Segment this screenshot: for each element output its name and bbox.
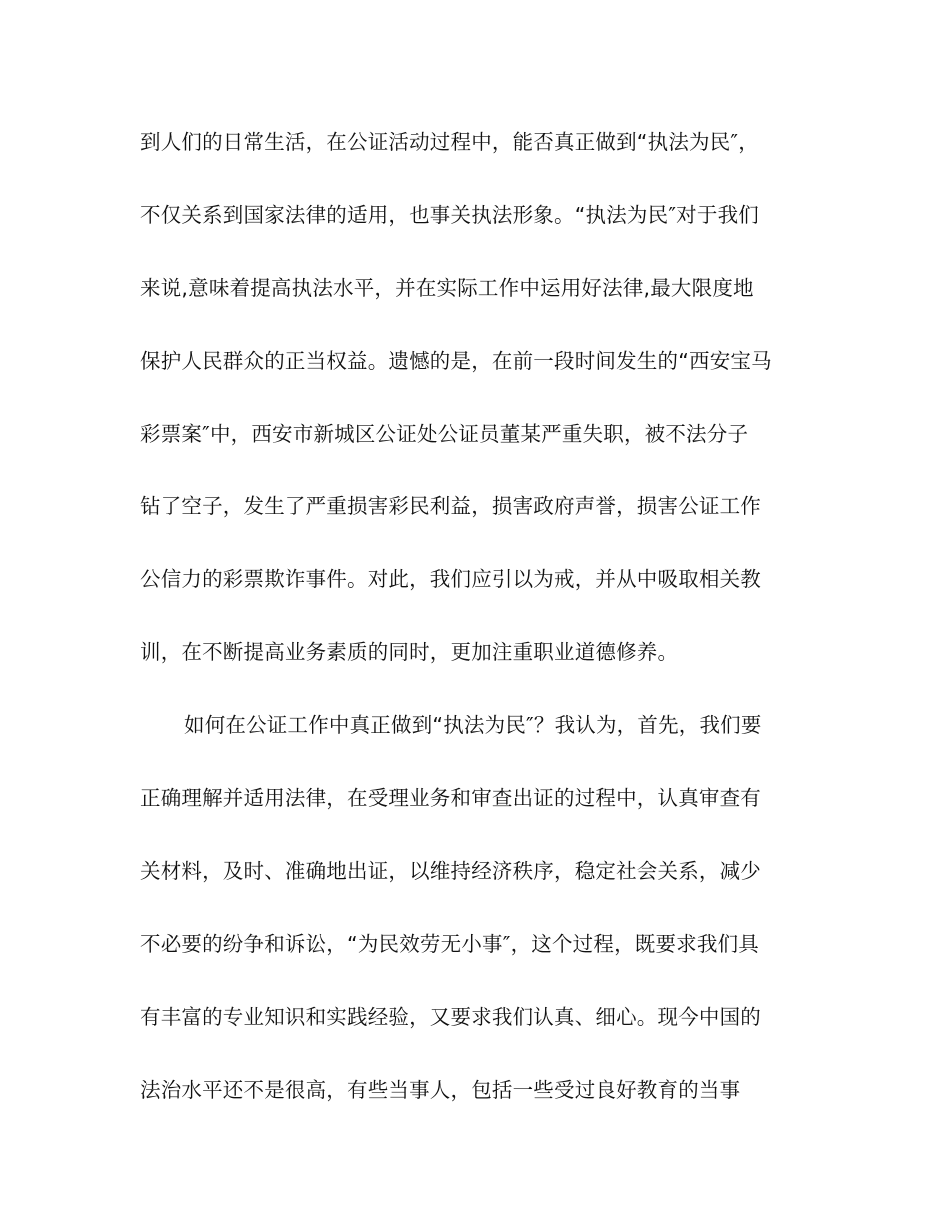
text-line: 不仅关系到国家法律的适用，也事关执法形象。“执法为民″对于我们: [140, 202, 759, 227]
text-line: 法治水平还不是很高，有些当事人，包括一些受过良好教育的当事: [140, 1077, 741, 1102]
text-line: 关材料，及时、准确地出证，以维持经济秩序，稳定社会关系，减少: [140, 858, 761, 883]
text-line-indented: 如何在公证工作中真正做到“执法为民″？我认为，首先，我们要: [184, 713, 762, 738]
text-line: 到人们的日常生活，在公证活动过程中，能否真正做到“执法为民″，: [140, 130, 759, 154]
text-line: 钻了空子，发生了严重损害彩民利益，损害政府声誉，损害公证工作: [140, 494, 761, 519]
paragraph-2: [140, 707, 810, 1144]
text-line: 训，在不断提高业务素质的同时，更加注重职业道德修养。: [140, 640, 679, 665]
text-line: 保护人民群众的正当权益。遗憾的是，在前一段时间发生的“西安宝马: [140, 348, 772, 373]
text-line: 不必要的纷争和诉讼，“为民效劳无小事″，这个过程，既要求我们具: [140, 931, 759, 956]
text-line: 来说,意味着提高执法水平，并在实际工作中运用好法律,最大限度地: [140, 275, 754, 300]
document-body: [140, 124, 810, 1144]
text-line: 正确理解并适用法律，在受理业务和审查出证的过程中，认真审查有: [140, 786, 761, 811]
text-line: 有丰富的专业知识和实践经验，又要求我们认真、细心。现今中国的: [140, 1004, 761, 1029]
paragraph-1: [140, 124, 810, 707]
text-line: 彩票案″中，西安市新城区公证处公证员董某严重失职，被不法分子: [140, 421, 749, 446]
text-line: 公信力的彩票欺诈事件。对此，我们应引以为戒，并从中吸取相关教: [140, 567, 761, 592]
